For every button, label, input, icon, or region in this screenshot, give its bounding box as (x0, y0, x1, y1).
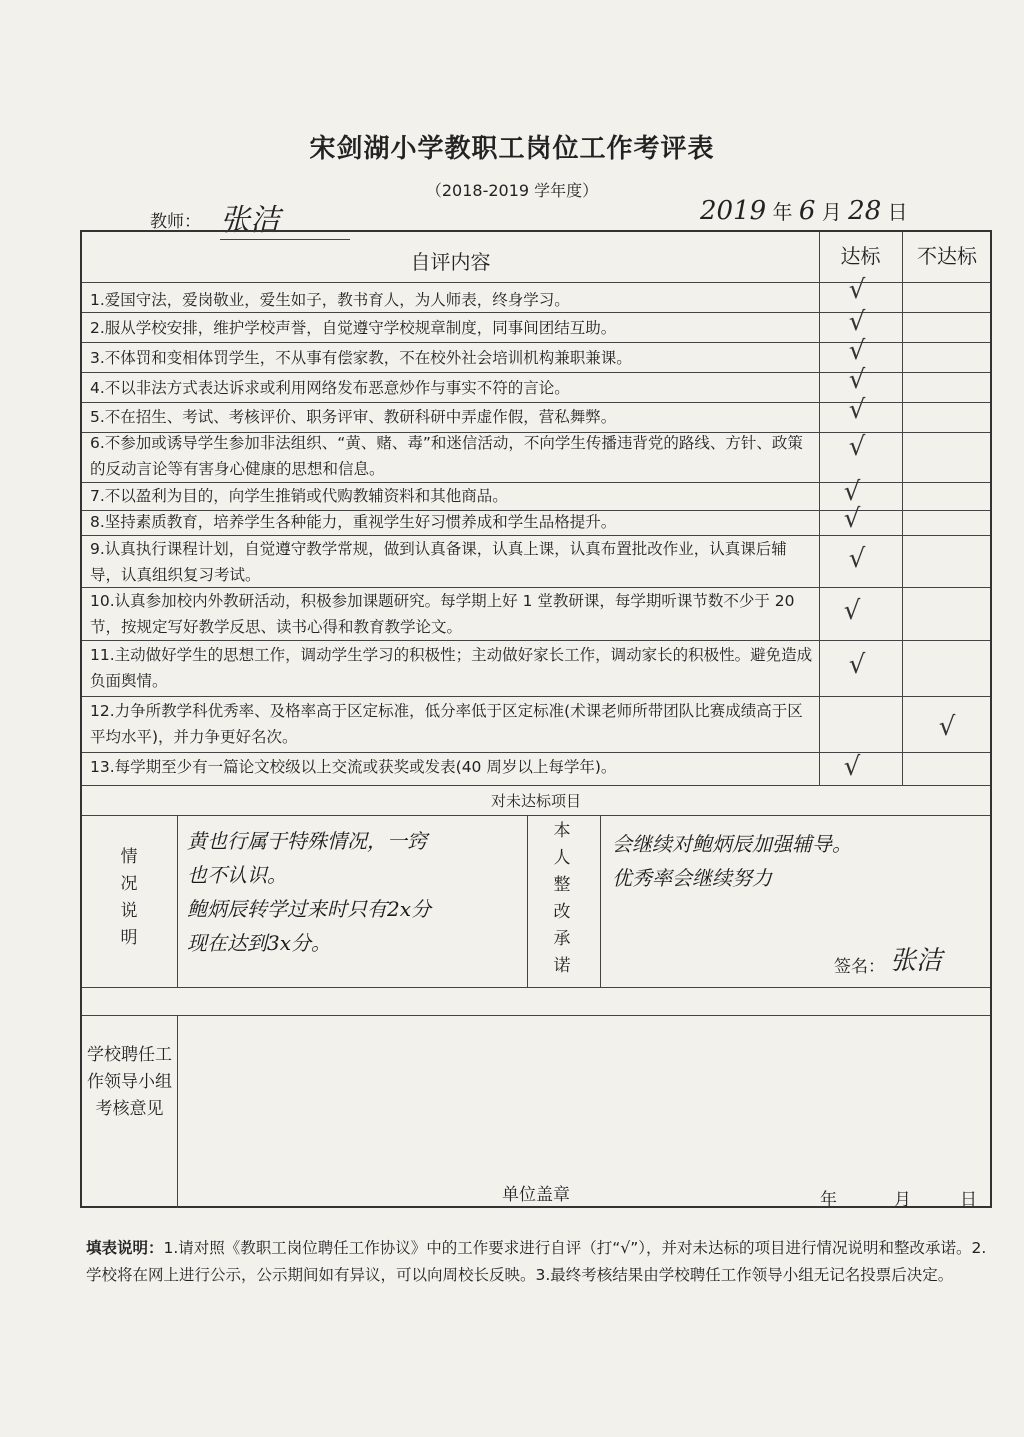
checkmark: √ (848, 336, 866, 366)
header-not-met: 不达标 (917, 244, 977, 268)
checkmark: √ (848, 307, 866, 337)
checkmark: √ (938, 712, 956, 742)
list-item: 5.不在招生、考试、考核评价、职务评审、教研科研中弄虚作假，营私舞弊。 (90, 408, 617, 426)
leader-year: 年 (820, 1190, 837, 1210)
checkmark: √ (848, 365, 866, 395)
stamp-label: 单位盖章 (502, 1185, 570, 1205)
promise-label: 本人整改承诺 (553, 821, 571, 976)
unmet-section-title: 对未达标项目 (490, 792, 581, 810)
checkmark: √ (843, 477, 861, 507)
list-item: 9.认真执行课程计划，自觉遵守教学常规，做到认真备课，认真上课，认真布置批改作业，认真课后辅导，认真组织复习考试。 (90, 540, 787, 584)
evaluation-table (80, 230, 992, 1208)
notes-text: 1.请对照《教职工岗位聘任工作协议》中的工作要求进行自评（打“√”），并对未达标的项目进行情况说明和整改承诺。2.学校将在网上进行公示，公示期间如有异议，可以向周校长反映。3.最终考核结果由学校聘任工作领导小组无记名投票后决定。 (86, 1239, 987, 1284)
date-day-unit: 日 (887, 200, 908, 224)
list-item: 11.主动做好学生的思想工作，调动学生学习的积极性；主动做好家长工作，调动家长的积极性。避免造成负面舆情。 (90, 646, 813, 690)
checkmark: √ (843, 596, 861, 626)
teacher-name: 张洁 (220, 195, 350, 240)
fill-instructions (86, 1235, 991, 1289)
leader-month: 月 (894, 1190, 911, 1210)
situation-label: 情况说明 (120, 847, 138, 948)
list-item: 7.不以盈利为目的，向学生推销或代购教辅资料和其他商品。 (90, 487, 508, 505)
date-month: 6 (798, 196, 816, 226)
checkmark: √ (848, 395, 866, 425)
header-met: 达标 (840, 244, 881, 268)
checkmark: √ (843, 504, 861, 534)
checkmark: √ (843, 752, 861, 782)
school-year: （2018-2019 学年度） (425, 181, 599, 200)
list-item: 13.每学期至少有一篇论文校级以上交流或获奖或发表(40 周岁以上每学年)。 (90, 758, 617, 776)
list-item: 10.认真参加校内外教研活动，积极参加课题研究。每学期上好 1 堂教研课，每学期听课节数不少于 20 节，按规定写好教学反思、读书心得和教育教学论文。 (90, 592, 795, 636)
list-item: 2.服从学校安排，维护学校声誉，自觉遵守学校规章制度，同事间团结互助。 (90, 319, 617, 337)
checkmark: √ (848, 544, 866, 574)
leader-day: 日 (960, 1190, 977, 1210)
signature-label: 签名： (834, 957, 885, 977)
list-item: 3.不体罚和变相体罚学生，不从事有偿家教，不在校外社会培训机构兼职兼课。 (90, 349, 632, 367)
header-content: 自评内容 (410, 250, 491, 274)
checkmark: √ (848, 275, 866, 305)
form-title: 宋剑湖小学教职工岗位工作考评表 (309, 134, 715, 164)
date-day: 28 (848, 196, 882, 226)
teacher-label: 教师： (150, 212, 201, 232)
date-year: 2019 (700, 196, 767, 226)
checkmark: √ (848, 432, 866, 462)
date (700, 196, 908, 226)
list-item: 1.爱国守法，爱岗敬业，爱生如子，教书育人，为人师表，终身学习。 (90, 291, 570, 309)
situation-text: 黄也行属于特殊情况，一窍 也不认识。 鲍炳辰转学过来时只有2x分 现在达到3x分。 (187, 829, 432, 955)
date-month-unit: 月 (821, 200, 842, 224)
promise-text: 会继续对鲍炳辰加强辅导。 优秀率会继续努力 (612, 832, 852, 890)
checkmark: √ (848, 650, 866, 680)
list-item: 4.不以非法方式表达诉求或利用网络发布恶意炒作与事实不符的言论。 (90, 379, 570, 397)
date-year-unit: 年 (772, 200, 793, 224)
list-item: 12.力争所教学科优秀率、及格率高于区定标准，低分率低于区定标准(术课老师所带团队比赛成绩高于区平均水平)，并力争更好名次。 (90, 702, 803, 746)
list-item: 6.不参加或诱导学生参加非法组织、“黄、赌、毒”和迷信活动，不向学生传播违背党的路线、方针、政策的反动言论等有害身心健康的思想和信息。 (90, 434, 803, 478)
signature-name: 张洁 (890, 946, 943, 976)
notes-heading: 填表说明： (86, 1239, 164, 1257)
leader-label: 学校聘任工作领导小组考核意见 (87, 1045, 172, 1119)
list-item: 8.坚持素质教育，培养学生各种能力，重视学生好习惯养成和学生品格提升。 (90, 513, 617, 531)
